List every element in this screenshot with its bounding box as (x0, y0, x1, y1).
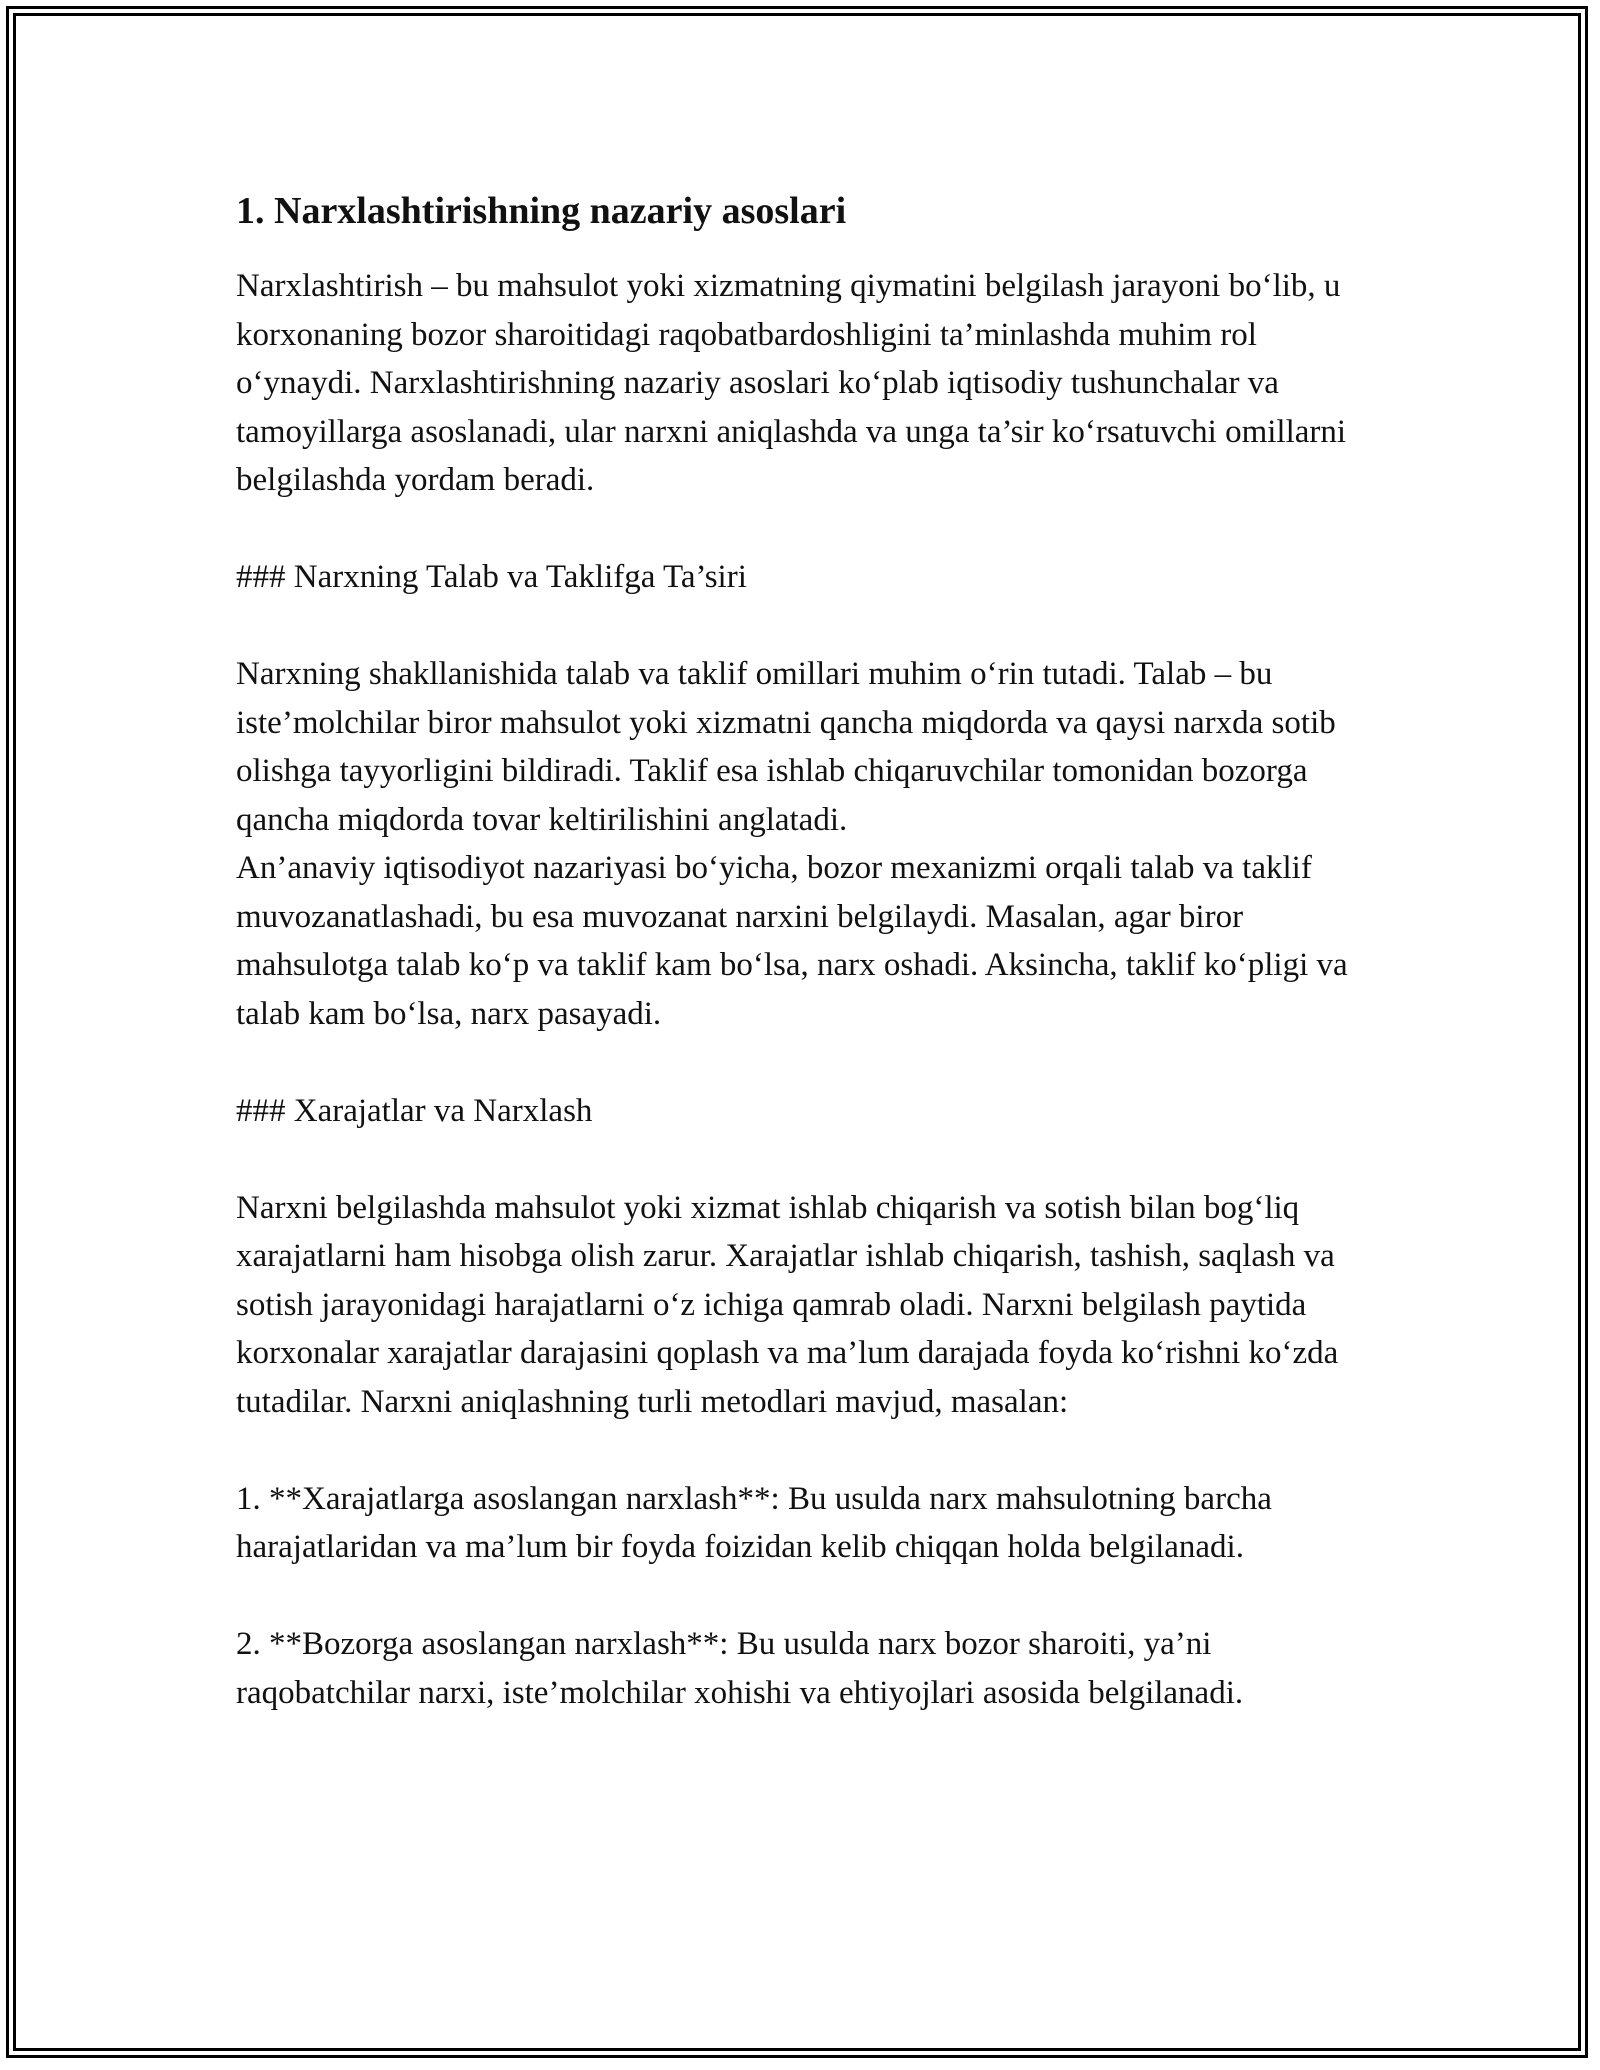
paragraph-equilibrium: An’anaviy iqtisodiyot nazariyasi bo‘yicha, bozor mexanizmi orqali talab va taklif muvozanatlashadi, bu esa muvozanat narxini belgilaydi. Masalan, agar biror mahsulotga talab ko‘p va taklif kam bo‘lsa, narx oshadi. Aksincha, taklif ko‘pligi va talab kam bo‘lsa, narx pasayadi. (236, 850, 1348, 1032)
paragraph-spacer (236, 1426, 1370, 1475)
paragraph-spacer (236, 1572, 1370, 1621)
list-item-cost-based: 1. **Xarajatlarga asoslangan narxlash**: Bu usulda narx mahsulotning barcha harajatlaridan va ma’lum bir foyda foizidan kelib chiqqan holda belgilanadi. (236, 1480, 1272, 1565)
section-heading-supply-demand: ### Narxning Talab va Taklifga Ta’siri (236, 559, 747, 595)
paragraph-spacer (236, 505, 1370, 554)
paragraph-costs: Narxni belgilashda mahsulot yoki xizmat ishlab chiqarish va sotish bilan bog‘liq xarajatlarni ham hisobga olish zarur. Xarajatlar ishlab chiqarish, tashish, saqlash va sotish jarayonidagi harajatlarni o‘z ichiga qamrab oladi. Narxni belgilash paytida korxonalar xarajatlar darajasini qoplash va ma’lum darajada foyda ko‘rishni ko‘zda tutadilar. Narxni aniqlashning turli metodlari mavjud, masalan: (236, 1189, 1339, 1420)
list-item-market-based: 2. **Bozorga asoslangan narxlash**: Bu usulda narx bozor sharoiti, ya’ni raqobatchilar narxi, iste’molchilar xohishi va ehtiyojlari asosida belgilanadi. (236, 1626, 1244, 1711)
paragraph-intro: Narxlashtirish – bu mahsulot yoki xizmatning qiymatini belgilash jarayoni bo‘lib, u korxonaning bozor sharoitidagi raqobatbardoshligini ta’minlashda muhim rol o‘ynaydi. Narxlashtirishning nazariy asoslari ko‘plab iqtisodiy tushunchalar va tamoyillarga asoslanadi, ular narxni aniqlashda va unga ta’sir ko‘rsatuvchi omillarni belgilashda yordam beradi. (236, 268, 1347, 498)
paragraph-spacer (236, 1038, 1370, 1087)
paragraph-supply-demand: Narxning shakllanishida talab va taklif omillari muhim o‘rin tutadi. Talab – bu iste’molchilar biror mahsulot yoki xizmatni qancha miqdorda va qaysi narxda sotib olishga tayyorligini bildiradi. Taklif esa ishlab chiqaruvchilar tomonidan bozorga qancha miqdorda tovar keltirilishini anglatadi. (236, 656, 1336, 838)
section-heading-costs: ### Xarajatlar va Narxlash (236, 1092, 593, 1129)
document-body (236, 186, 1370, 1717)
paragraph-spacer (236, 1135, 1370, 1184)
paragraph-spacer (236, 602, 1370, 651)
page-title: 1. Narxlashtirishning nazariy asoslari (236, 190, 847, 232)
